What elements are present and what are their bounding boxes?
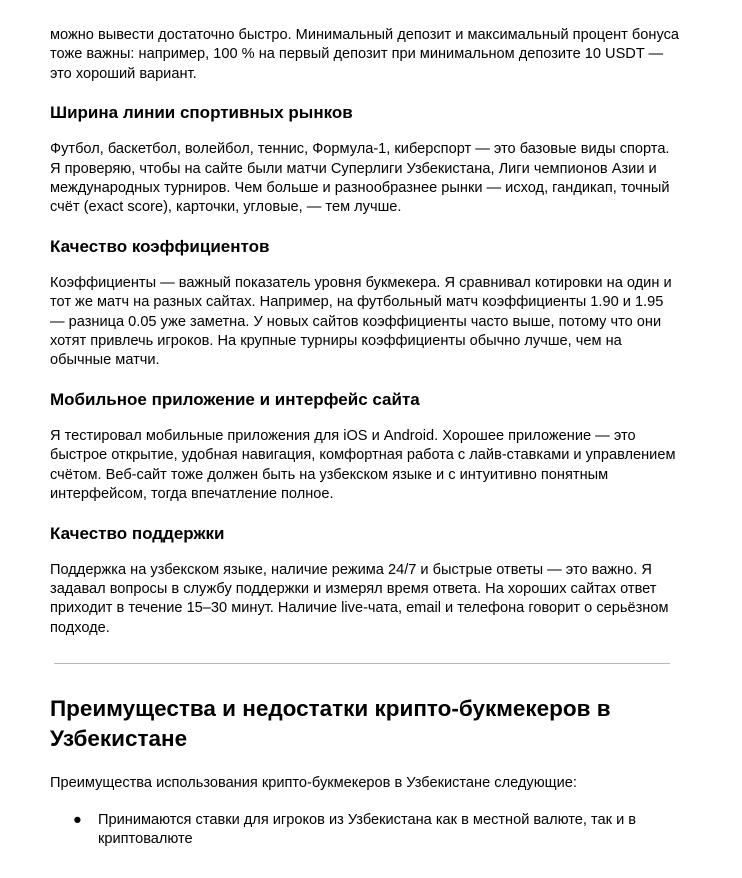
section-text-odds: Коэффициенты — важный показатель уровня букмекера. Я сравнивал котировки на один и тот же матч на разных сайтах. Например, на футбольный матч коэффициенты 1.90 и 1.95 — разница 0.05 уже заметна. У новых сайтов коэффициенты часто выше, потому что они хотят привлечь игроков. На крупные турниры коэффициенты обычно лучше, чем на обычные матчи.: [50, 274, 672, 369]
bullet-icon: ●: [73, 811, 82, 828]
section-text-support: Поддержка на узбекском языке, наличие режима 24/7 и быстрые ответы — это важно. Я задавал вопросы в службу поддержки и измерял время ответа. На хороших сайтах ответ приходит в течение 15–30 минут. Наличие live-чата, email и телефона говорит о серьёзном подходе.: [50, 561, 669, 636]
list-item-text: Принимаются ставки для игроков из Узбекистана как в местной валюте, так и в криптовалюте: [98, 811, 637, 847]
section-text-mobile: Я тестировал мобильные приложения для iOS и Android. Хорошее приложение — это быстрое открытие, удобная навигация, комфортная работа с лайв-ставками и управлением счётом. Веб-сайт тоже должен быть на узбекском языке и с интуитивно понятным интерфейсом, тогда впечатление полное.: [50, 427, 676, 503]
section-heading-markets: Ширина линии спортивных рынков: [50, 103, 353, 123]
article-body: [50, 26, 680, 849]
section-divider: [54, 663, 670, 664]
intro-paragraph: можно вывести достаточно быстро. Минимальный депозит и максимальный процент бонуса тоже важны: например, 100 % на первый депозит при минимальном депозите 10 USDT — это хороший вариант.: [50, 27, 679, 82]
section-heading-support: Качество поддержки: [50, 523, 225, 543]
pros-cons-heading: Преимущества и недостатки крипто-букмекеров в Узбекистане: [50, 696, 611, 752]
list-item: [50, 811, 680, 850]
section-heading-odds: Качество коэффициентов: [50, 236, 270, 256]
pros-intro: Преимущества использования крипто-букмекеров в Узбекистане следующие:: [50, 775, 577, 792]
pros-list: [50, 811, 680, 850]
section-heading-mobile: Мобильное приложение и интерфейс сайта: [50, 389, 420, 409]
section-text-markets: Футбол, баскетбол, волейбол, теннис, Формула-1, киберспорт — это базовые виды спорта. Я проверяю, чтобы на сайте были матчи Суперлиги Узбекистана, Лиги чемпионов Азии и международных турниров. Чем больше и разнообразнее рынки — исход, гандикап, точный счёт (exact score), карточки, угловые, — тем лучше.: [50, 141, 670, 216]
